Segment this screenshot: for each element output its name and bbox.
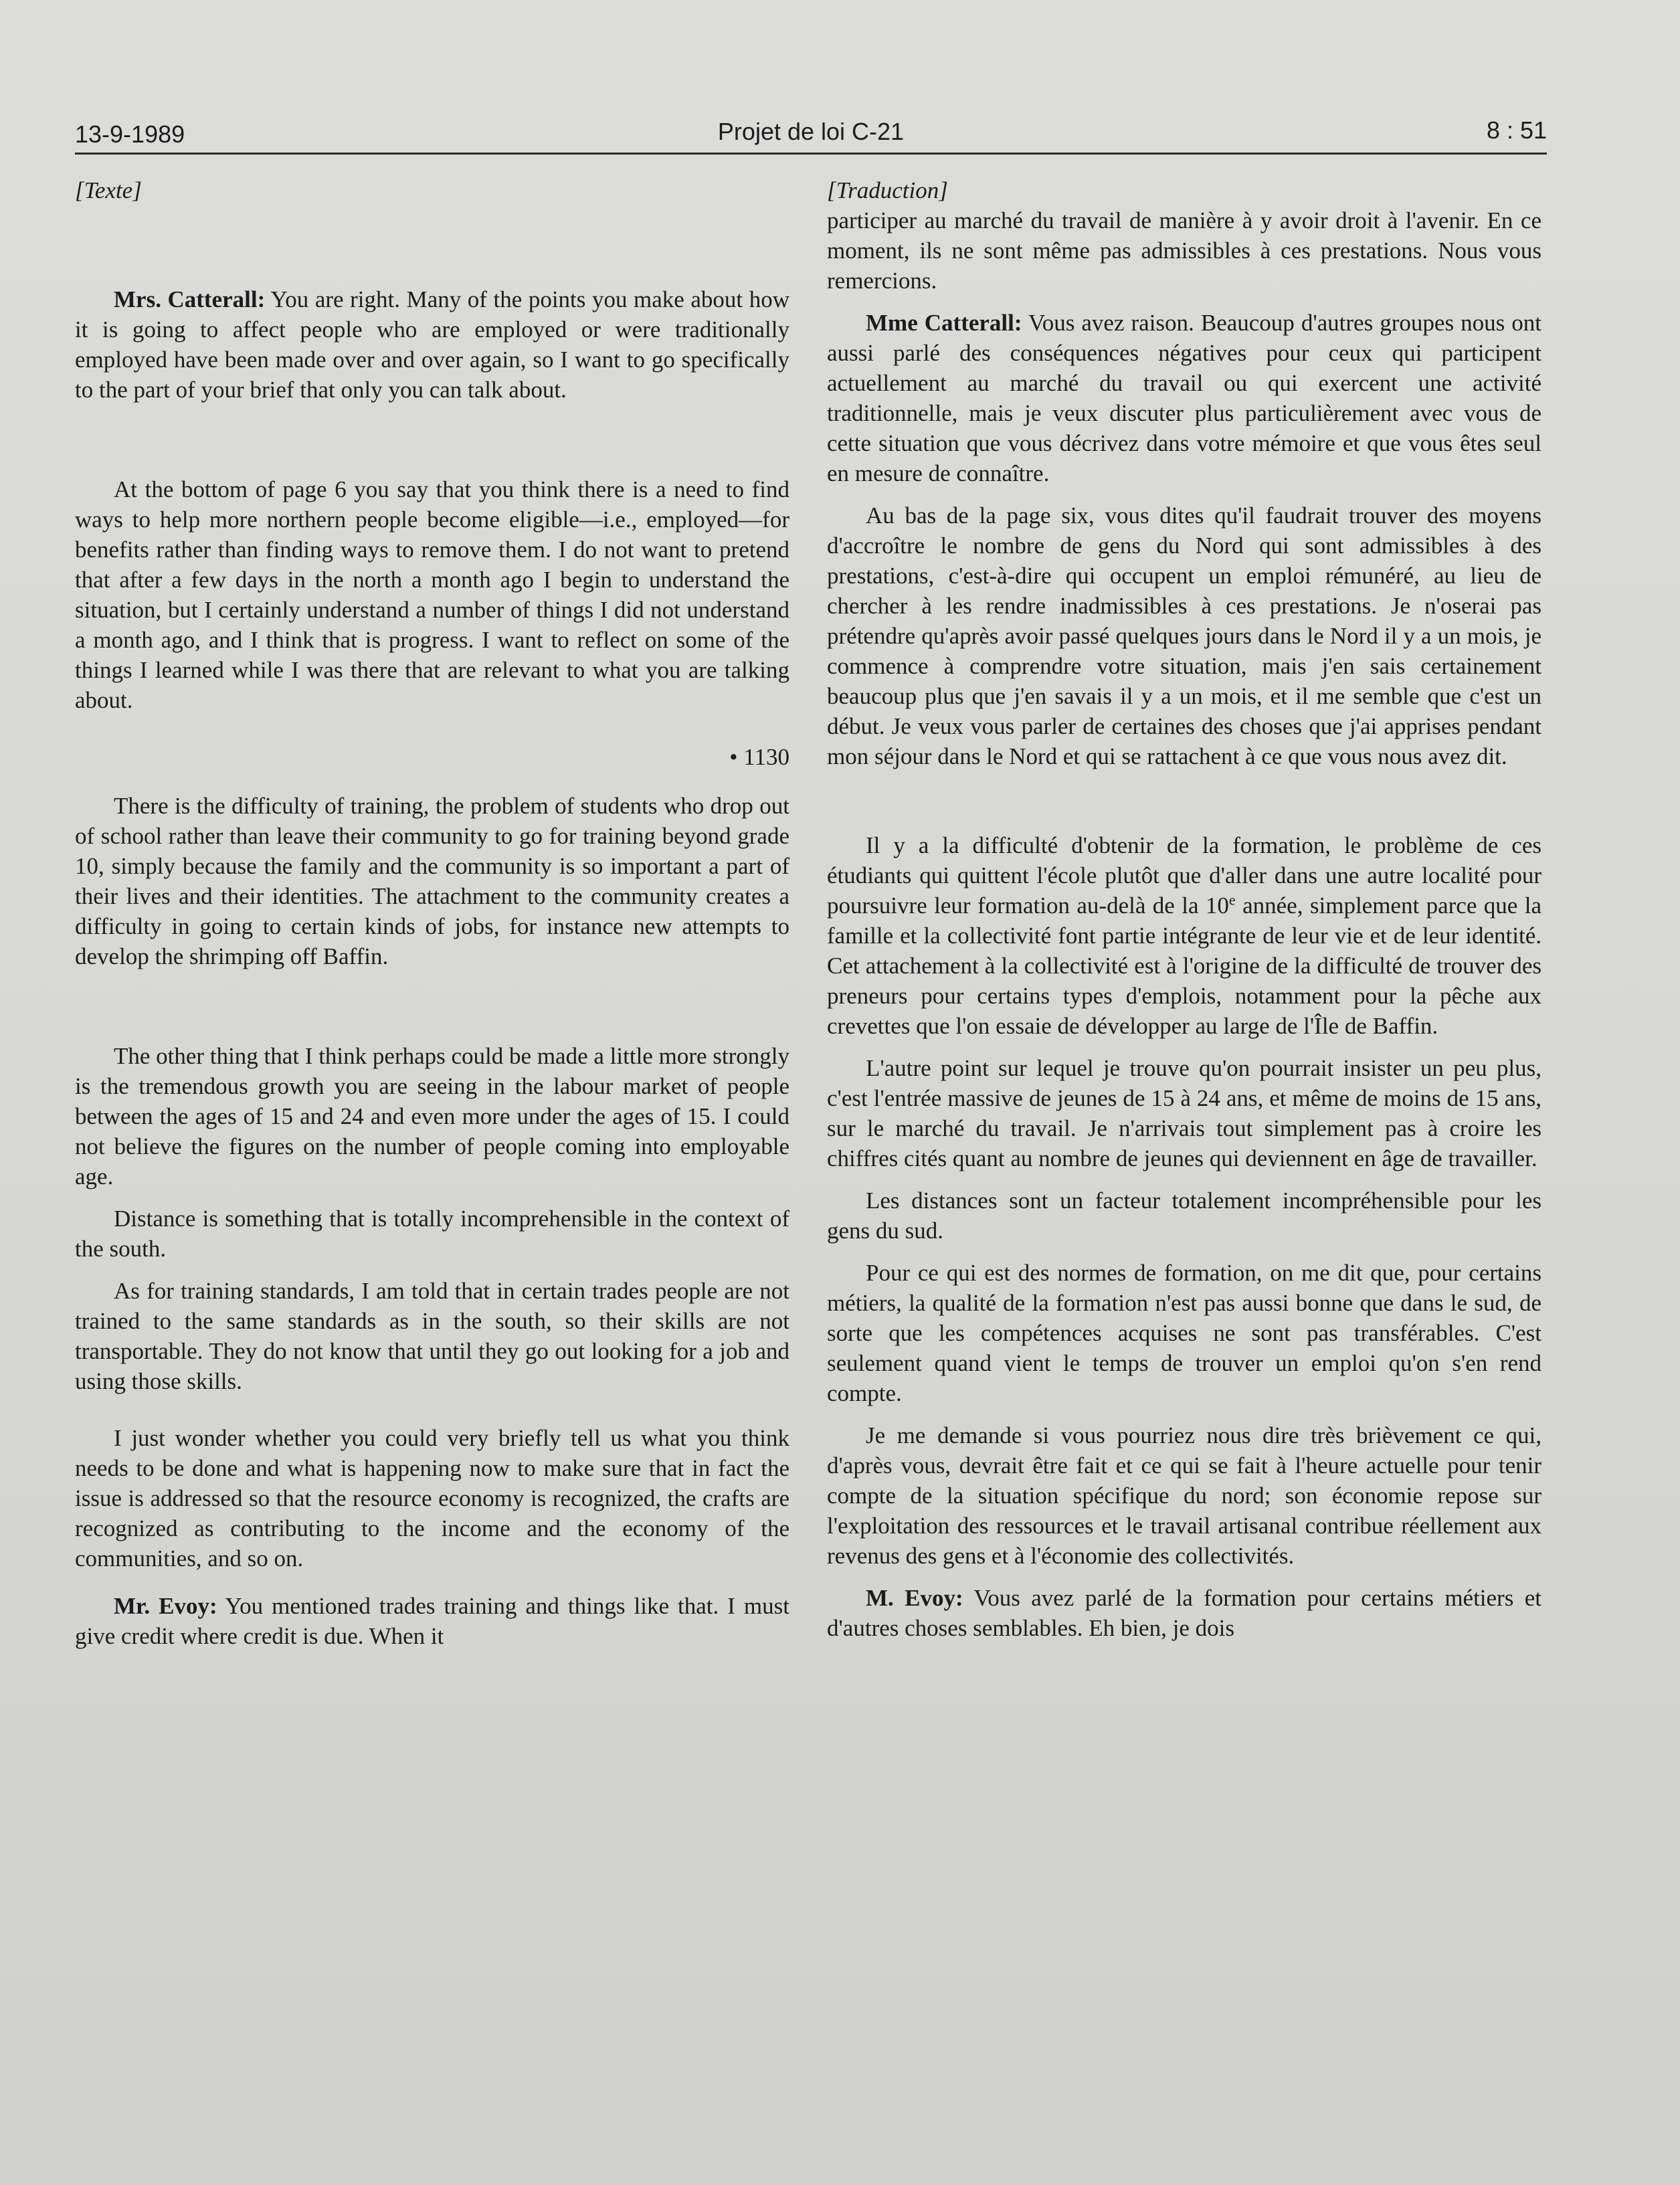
section-label-traduction: [Traduction] (827, 177, 948, 203)
paragraph: Au bas de la page six, vous dites qu'il faudrait trouver des moyens d'accroître le nombre de gens du Nord qui sont admissibles à des prestations, c'est-à-dire qui occupent un emploi rémunéré, au lieu de chercher à les rendre inadmissibles à ces prestations. Je n'oserai pas prétendre qu'après avoir passé quelques jours dans le Nord il y a un mois, je commence à comprendre votre situation, mais j'en sais certainement beaucoup plus que j'en savais il y a un mois, et il me semble que c'est un début. Je veux vous parler de certaines des choses que j'ai apprises pendant mon séjour dans le Nord et qui se rattachent à ce que vous nous avez dit. (827, 502, 1542, 769)
paragraph: As for training standards, I am told that in certain trades people are not trained to the same standards as in the south, so their skills are not transportable. They do not know that until they go out looking for a job and using those skills. (75, 1278, 789, 1394)
speaker-name: Mrs. Catterall: (114, 286, 266, 312)
paragraph (75, 284, 789, 405)
section-label-texte: [Texte] (75, 177, 142, 203)
paragraph: Pour ce qui est des normes de formation, on me dit que, pour certains métiers, la qualité de la formation n'est pas aussi bonne que dans le sud, de sorte que les compétences acquises ne sont pas transférables. C'est seulement quand vient le temps de trouver un emploi qu'on s'en rend compte. (827, 1260, 1542, 1406)
paragraph (827, 1583, 1542, 1643)
paragraph (75, 1591, 789, 1651)
paragraph: participer au marché du travail de manière à y avoir droit à l'avenir. En ce moment, ils ne sont même pas admissibles à ces prestations. Nous vous remercions. (827, 207, 1542, 294)
paragraph: L'autre point sur lequel je trouve qu'on pourrait insister un peu plus, c'est l'entrée massive de jeunes de 15 à 24 ans, et même de moins de 15 ans, sur le marché du travail. Je n'arrivais tout simplement pas à croire les chiffres cités quant au nombre de jeunes qui deviennent en âge de travailler. (827, 1055, 1542, 1171)
speaker-name: Mr. Evoy: (114, 1593, 217, 1619)
ordinal-superscript: e (1228, 891, 1236, 909)
time-marker: • 1130 (729, 744, 789, 770)
header-date: 13-9-1989 (75, 120, 185, 148)
header-rule (75, 153, 1547, 155)
paragraph-text: Vous avez parlé de la formation pour certains métiers et d'autres choses semblables. Eh bien, je dois (827, 1585, 1542, 1641)
paragraph: At the bottom of page 6 you say that you think there is a need to find ways to help more northern people become eligible—i.e., employed—for benefits rather than finding ways to remove them. I do not want to pretend that after a few days in the north a month ago I begin to understand the situation, but I certainly understand a number of things I did not understand a month ago, and I think that is progress. I want to reflect on some of the things I learned while I was there that are relevant to what you are talking about. (75, 476, 789, 713)
paragraph: Je me demande si vous pourriez nous dire très brièvement ce qui, d'après vous, devrait être fait et ce qui se fait à l'heure actuelle pour tenir compte de la situation spécifique du nord; son économie repose sur l'exploitation des ressources et le travail artisanal contribue réellement aux revenus des gens et à l'économie des collectivités. (827, 1422, 1542, 1569)
paragraph-text: You are right. Many of the points you make about how it is going to affect people who are employed or were traditionally employed have been made over and over again, so I want to go specifically to the part of your brief that only you can talk about. (75, 286, 789, 403)
paragraph (827, 308, 1542, 488)
speaker-name: M. Evoy: (866, 1585, 963, 1611)
paragraph-text: You mentioned trades training and things like that. I must give credit where credit is due. When it (75, 1593, 789, 1649)
speaker-name: Mme Catterall: (866, 310, 1022, 336)
paragraph-text: Vous avez raison. Beaucoup d'autres groupes nous ont aussi parlé des conséquences négatives pour ceux qui participent actuellement au marché du travail ou qui exercent une activité traditionnelle, mais je veux discuter plus particulièrement avec vous de cette situation que vous décrivez dans votre mémoire et que vous êtes seul en mesure de connaître. (827, 310, 1542, 486)
paragraph: There is the difficulty of training, the problem of students who drop out of school rather than leave their community to go for training beyond grade 10, simply because the family and the community is so important a part of their lives and their identities. The attachment to the community creates a difficulty in going to certain kinds of jobs, for instance new attempts to develop the shrimping off Baffin. (75, 793, 789, 969)
paragraph: The other thing that I think perhaps could be made a little more strongly is the tremendous growth you are seeing in the labour market of people between the ages of 15 and 24 and even more under the ages of 15. I could not believe the figures on the number of people coming into employable age. (75, 1043, 789, 1190)
paragraph: I just wonder whether you could very briefly tell us what you think needs to be done and what is happening now to make sure that in fact the issue is addressed so that the resource economy is recognized, the crafts are recognized as contributing to the income and the economy of the communities, and so on. (75, 1425, 789, 1572)
header-title: Projet de loi C-21 (717, 118, 905, 145)
right-column (827, 175, 1542, 1643)
left-column (75, 175, 789, 1651)
paragraph: Il y a la difficulté d'obtenir de la formation, le problème de ces étudiants qui quittent l'école plutôt que d'aller dans une autre localité pour poursuivre leur formation au-delà de la 10e année, simplement parce que la famille et la collectivité font partie intégrante de leur vie et de leur identité. Cet attachement à la collectivité est à l'origine de la difficulté de trouver des preneurs pour certains types d'emplois, notamment pour la pêche aux crevettes que l'on essaie de développer au large de l'Île de Baffin. (827, 832, 1542, 1039)
header-page-number: 8 : 51 (1486, 116, 1547, 144)
paragraph: Distance is something that is totally incomprehensible in the context of the south. (75, 1206, 789, 1262)
paragraph: Les distances sont un facteur totalement incompréhensible pour les gens du sud. (827, 1188, 1542, 1244)
page-header (75, 115, 1547, 155)
